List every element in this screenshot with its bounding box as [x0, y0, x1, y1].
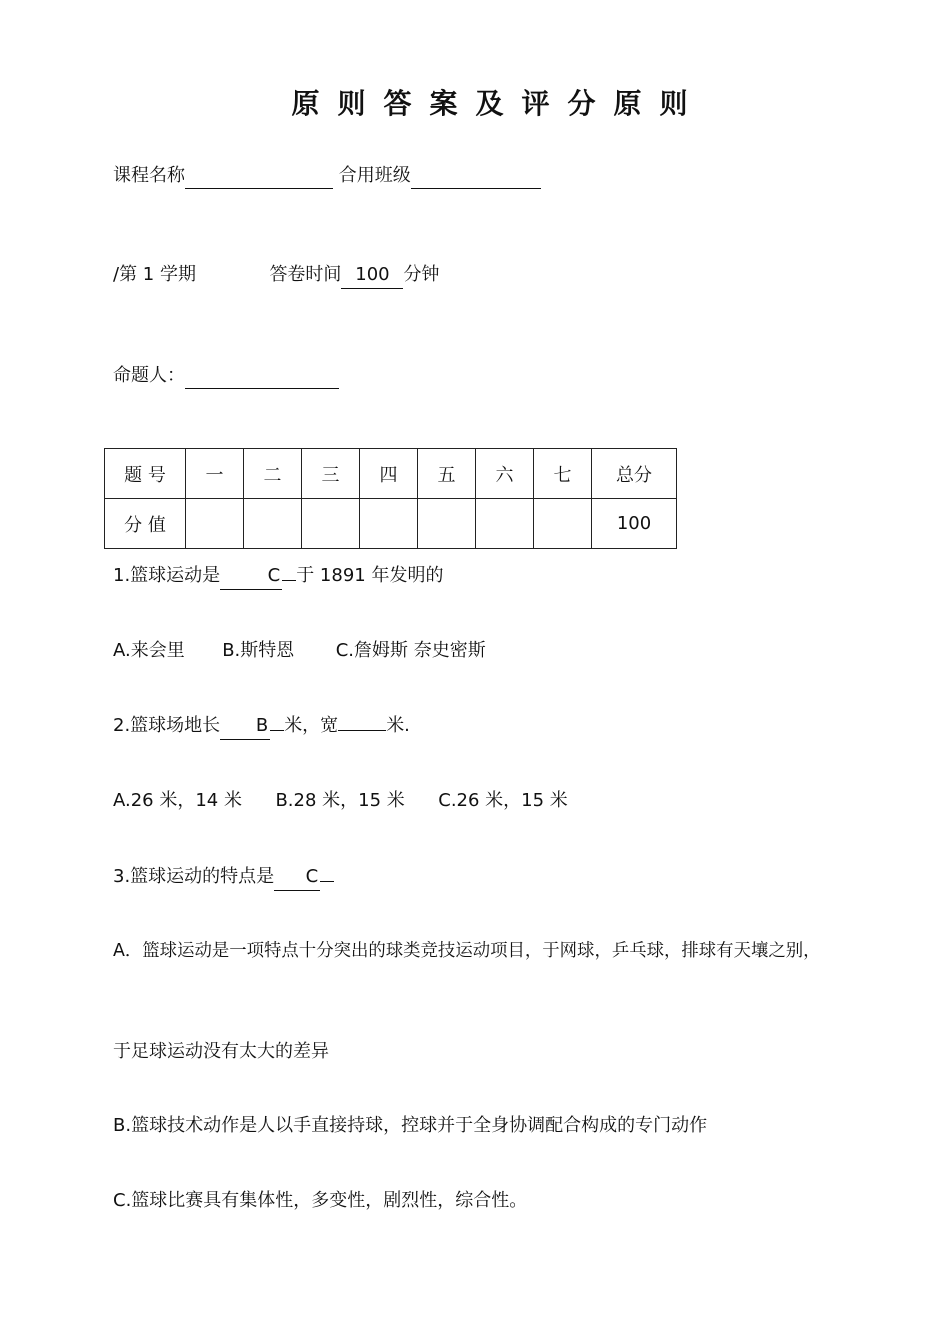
class-label: 合用班级 — [338, 165, 411, 186]
time-value: 100 — [341, 262, 403, 289]
course-label: 课程名称 — [113, 165, 185, 186]
question-2 — [113, 713, 410, 740]
score-header-cell: 七 — [534, 449, 592, 499]
score-value-cell[interactable] — [244, 499, 302, 549]
q2-option-c: C.26 米，15 米 — [438, 790, 568, 811]
author-line — [113, 363, 339, 389]
score-value-cell[interactable] — [534, 499, 592, 549]
score-value-cell[interactable] — [476, 499, 534, 549]
q1-prefix: 1.篮球运动是 — [113, 565, 221, 586]
q2-middle: 米，宽 — [284, 715, 339, 736]
course-blank[interactable] — [185, 166, 333, 189]
score-header-cell: 总分 — [592, 449, 677, 499]
q3-option-a-line1: A．篮球运动是一项特点十分突出的球类竞技运动项目，于网球，乒乓球，排球有天壤之别， — [113, 941, 821, 961]
score-header-cell: 题 号 — [105, 449, 186, 499]
question-2-options — [113, 788, 568, 814]
question-1 — [113, 563, 443, 590]
q2-answer: B — [220, 713, 270, 740]
score-table — [104, 448, 677, 549]
score-value-cell: 100 — [592, 499, 677, 549]
score-value-cell[interactable] — [186, 499, 244, 549]
q2-prefix: 2.篮球场地长 — [113, 715, 221, 736]
q2-suffix: 米. — [386, 715, 410, 736]
q1-option-c: C.詹姆斯 奈史密斯 — [335, 640, 486, 661]
score-header-cell: 一 — [186, 449, 244, 499]
q3-option-a-line2: 于足球运动没有太大的差异 — [113, 1041, 329, 1062]
score-value-cell[interactable] — [418, 499, 476, 549]
score-value-row — [105, 499, 677, 549]
score-value-cell: 分 值 — [105, 499, 186, 549]
q3-option-b: B.篮球技术动作是人以手直接持球，控球并于全身协调配合构成的专门动作 — [113, 1115, 708, 1136]
score-value-cell[interactable] — [360, 499, 418, 549]
score-header-row — [105, 449, 677, 499]
q1-suffix: 于 1891 年发明的 — [296, 565, 444, 586]
score-header-cell: 四 — [360, 449, 418, 499]
term-label: /第 1 学期 — [113, 264, 196, 285]
q1-option-b: B.斯特恩 — [222, 640, 295, 661]
q3-option-c: C.篮球比赛具有集体性，多变性，剧烈性，综合性。 — [113, 1190, 528, 1211]
class-blank[interactable] — [411, 166, 541, 189]
q2-option-a: A.26 米，14 米 — [113, 790, 242, 811]
term-line — [113, 262, 439, 289]
score-value-cell[interactable] — [302, 499, 360, 549]
score-header-cell: 六 — [476, 449, 534, 499]
q3-answer-tail — [320, 881, 334, 882]
q3-prefix: 3.篮球运动的特点是 — [113, 866, 275, 887]
score-header-cell: 二 — [244, 449, 302, 499]
q1-option-a: A.来会里 — [113, 640, 185, 661]
time-unit: 分钟 — [403, 264, 440, 285]
q3-answer: C — [274, 864, 320, 891]
score-header-cell: 五 — [418, 449, 476, 499]
q2-width-blank[interactable] — [338, 730, 386, 731]
author-blank[interactable] — [185, 366, 339, 389]
question-3 — [113, 864, 334, 891]
page-title: 原则答案及评分原则 — [291, 87, 706, 120]
question-1-options — [113, 638, 486, 664]
score-header-cell: 三 — [302, 449, 360, 499]
author-label: 命题人： — [113, 365, 185, 386]
q1-answer: C — [220, 563, 282, 590]
time-label: 答卷时间 — [269, 264, 342, 285]
course-line — [113, 163, 541, 189]
q2-option-b: B.28 米，15 米 — [275, 790, 405, 811]
q2-answer-tail — [270, 730, 284, 731]
q1-answer-tail — [282, 580, 296, 581]
